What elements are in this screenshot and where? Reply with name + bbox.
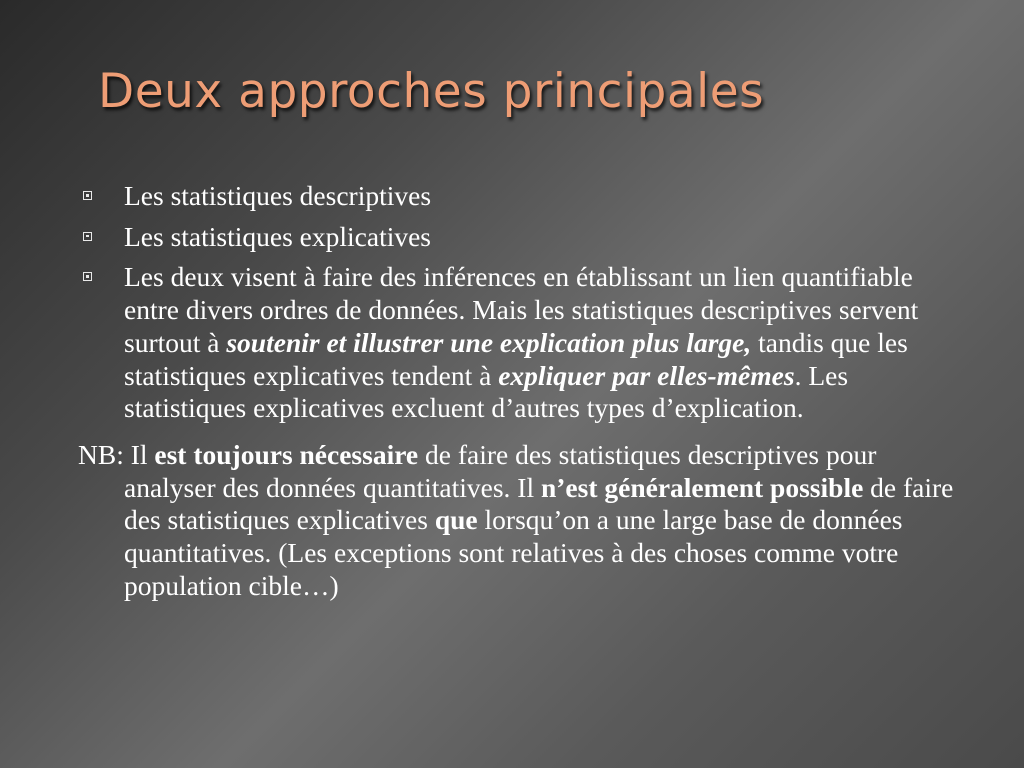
bullet-item-comparison (78, 261, 973, 425)
square-bullet-icon (83, 232, 92, 241)
slide-body (78, 180, 973, 602)
nb-text-part: de faire des statistiques descriptives pour analyser des données quantitatives. Il (124, 438, 877, 503)
slide-title: Deux approches principales (98, 64, 765, 119)
bullet-emphasis: soutenir et illustrer une explication plus large, (226, 326, 752, 358)
square-bullet-icon (83, 272, 92, 281)
nb-text-part: de faire des statistiques explicatives (124, 471, 954, 536)
bullet-text: Les statistiques descriptives (124, 180, 432, 211)
bullet-text: Les statistiques explicatives (124, 220, 432, 252)
nb-bold: que (434, 504, 478, 536)
nb-text-part: lorsqu’on a une large base de données quantitatives. (Les exceptions sont relatives à des choses comme votre population cible…) (124, 504, 903, 601)
nb-bold: est toujours nécessaire (154, 438, 419, 470)
bullet-text-part: Les deux visent à faire des inférences en établissant un lien quantifiable entre divers ordres de données. Mais les statistiques descriptives servent surtout à (124, 261, 919, 358)
nb-bold: n’est généralement possible (540, 471, 864, 503)
bullet-text-part: . Les statistiques explicatives excluent d’autres types d’explication. (124, 359, 849, 424)
nb-note (78, 439, 973, 603)
square-bullet-icon (83, 191, 92, 200)
nb-text-part: NB: Il (78, 438, 155, 470)
bullet-text-part: tandis que les statistiques explicatives tendent à (124, 326, 908, 391)
bullet-item-descriptives (78, 180, 973, 213)
bullet-emphasis: expliquer par elles-mêmes (498, 359, 795, 391)
bullet-item-explicatives (78, 221, 973, 254)
